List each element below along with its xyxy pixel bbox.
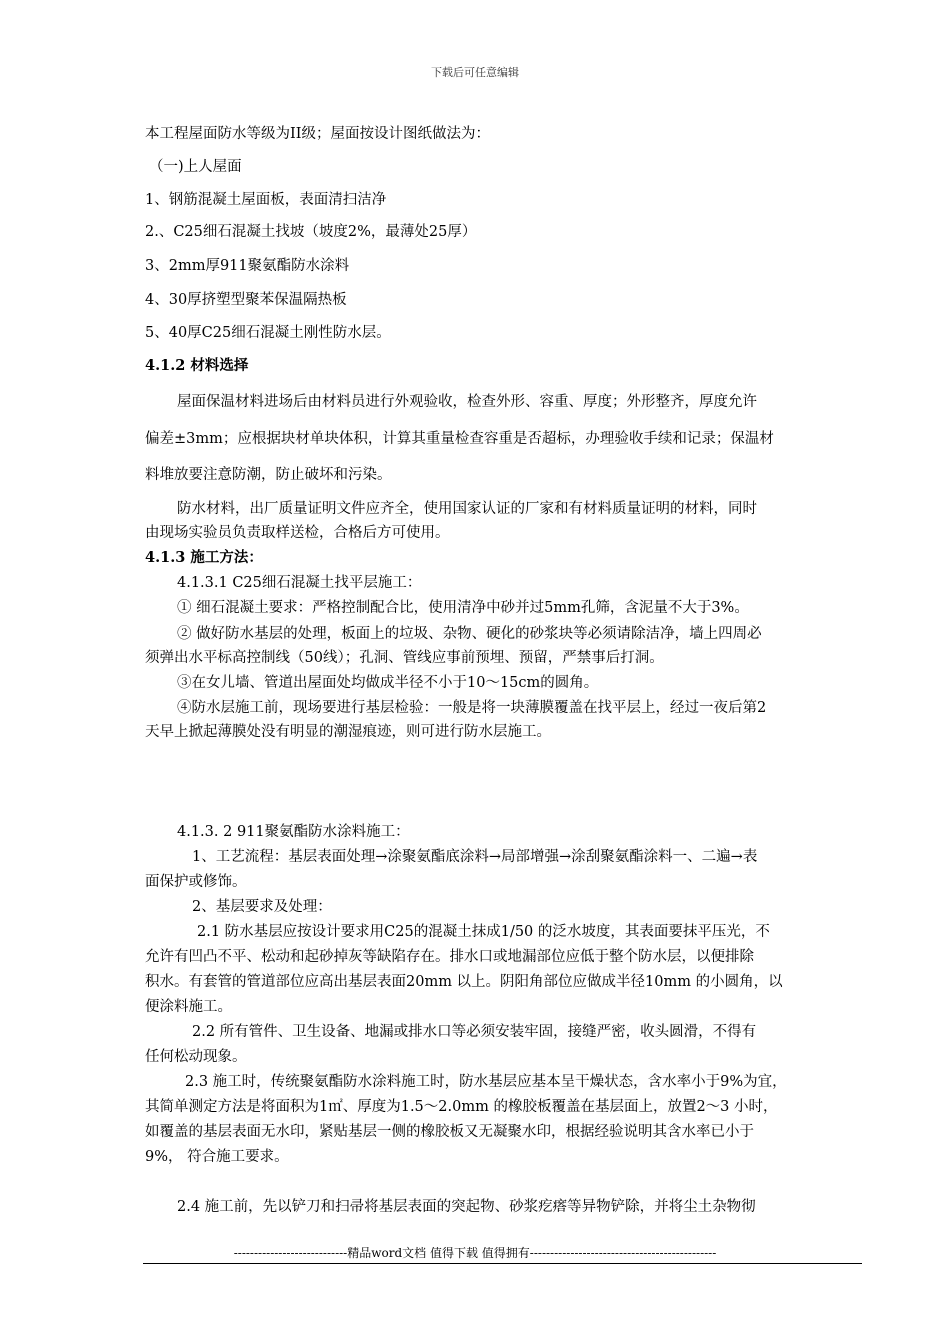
paragraph-line: ③在女儿墙、管道出屋面处均做成半径不小于10～15cm的圆角。 — [177, 675, 599, 691]
paragraph-line: 2.4 施工前，先以铲刀和扫帚将基层表面的突起物、砂浆疙瘩等异物铲除，并将尘土杂物彻 — [177, 1199, 756, 1215]
paragraph-line: 1、钢筋混凝土屋面板，表面清扫洁净 — [145, 192, 387, 208]
paragraph-line: 2.3 施工时，传统聚氨酯防水涂料施工时，防水基层应基本呈干燥状态，含水率小于9%为宜， — [185, 1074, 787, 1090]
paragraph-line: 其简单测定方法是将面积为1㎡、厚度为1.5～2.0mm 的橡胶板覆盖在基层面上，放置2～3 小时， — [145, 1099, 778, 1115]
paragraph-line: 天早上掀起薄膜处没有明显的潮湿痕迹，则可进行防水层施工。 — [145, 724, 551, 740]
paragraph-line: 须弹出水平标高控制线（50线）；孔洞、管线应事前预埋、预留，严禁事后打洞。 — [145, 650, 664, 666]
paragraph-line: 偏差±3mm；应根据块材单块体积，计算其重量检查容重是否超标，办理验收手续和记录；保温材 — [145, 431, 774, 447]
paragraph-line: 料堆放要注意防潮，防止破坏和污染。 — [145, 467, 392, 483]
paragraph-line: 4.1.3.1 C25细石混凝土找平层施工： — [177, 575, 422, 591]
paragraph-line: 1、工艺流程：基层表面处理→涂聚氨酯底涂料→局部增强→涂刮聚氨酯涂料一、二遍→表 — [192, 849, 758, 865]
paragraph-line: 4、30厚挤塑型聚苯保温隔热板 — [145, 292, 347, 308]
paragraph-line: 积水。有套管的管道部位应高出基层表面20mm 以上。阴阳角部位应做成半径10mm 的小圆角，以 — [145, 974, 783, 990]
section-heading: 4.1.2 材料选择 — [145, 357, 249, 374]
paragraph-line: 2.1 防水基层应按设计要求用C25的混凝土抹成1/50 的泛水坡度，其表面要抹平压光，不 — [197, 924, 770, 940]
paragraph-line: ② 做好防水基层的处理，板面上的垃圾、杂物、硬化的砂浆块等必须请除洁净，墙上四周必 — [177, 626, 762, 642]
page-header: 下载后可任意编辑 — [431, 66, 519, 79]
footer-rule — [143, 1263, 862, 1264]
paragraph-line: ④防水层施工前，现场要进行基层检验：一般是将一块薄膜覆盖在找平层上，经过一夜后第2 — [177, 700, 767, 716]
paragraph-line: 便涂料施工。 — [145, 999, 232, 1015]
paragraph-line: 2.2 所有管件、卫生设备、地漏或排水口等必须安装牢固，接缝严密，收头圆滑，不得有 — [192, 1024, 757, 1040]
paragraph-line: 本工程屋面防水等级为II级；屋面按设计图纸做法为： — [145, 126, 490, 142]
paragraph-line: 任何松动现象。 — [145, 1049, 247, 1065]
paragraph-line: 防水材料，出厂质量证明文件应齐全，使用国家认证的厂家和有材料质量证明的材料，同时 — [177, 501, 757, 517]
paragraph-line: 4.1.3. 2 911聚氨酯防水涂料施工： — [177, 824, 410, 840]
paragraph-line: 面保护或修饰。 — [145, 874, 247, 890]
paragraph-line: ① 细石混凝土要求：严格控制配合比，使用清净中砂并过5mm孔筛，含泥量不大于3%。 — [177, 600, 749, 616]
paragraph-line: 屋面保温材料进场后由材料员进行外观验收，检查外形、容重、厚度；外形整齐，厚度允许 — [177, 394, 757, 410]
paragraph-line: 5、40厚C25细石混凝土刚性防水层。 — [145, 325, 391, 341]
paragraph-line: 2.、C25细石混凝土找坡（坡度2%，最薄处25厚） — [145, 224, 477, 240]
paragraph-line: 9%， 符合施工要求。 — [145, 1149, 289, 1165]
page-footer: ----------------------------精品word文档 值得下载 值得拥有---------------------------------------------- — [233, 1246, 717, 1260]
section-heading: 4.1.3 施工方法： — [145, 549, 263, 566]
paragraph-line: （一)上人屋面 — [149, 159, 242, 175]
paragraph-line: 由现场实验员负责取样送检，合格后方可使用。 — [145, 525, 450, 541]
paragraph-line: 如覆盖的基层表面无水印，紧贴基层一侧的橡胶板又无凝聚水印，根据经验说明其含水率已小于 — [145, 1124, 754, 1140]
paragraph-line: 允许有凹凸不平、松动和起砂掉灰等缺陷存在。排水口或地漏部位应低于整个防水层，以便排除 — [145, 949, 754, 965]
paragraph-line: 3、2mm厚911聚氨酯防水涂料 — [145, 258, 350, 274]
paragraph-line: 2、基层要求及处理： — [192, 899, 332, 915]
